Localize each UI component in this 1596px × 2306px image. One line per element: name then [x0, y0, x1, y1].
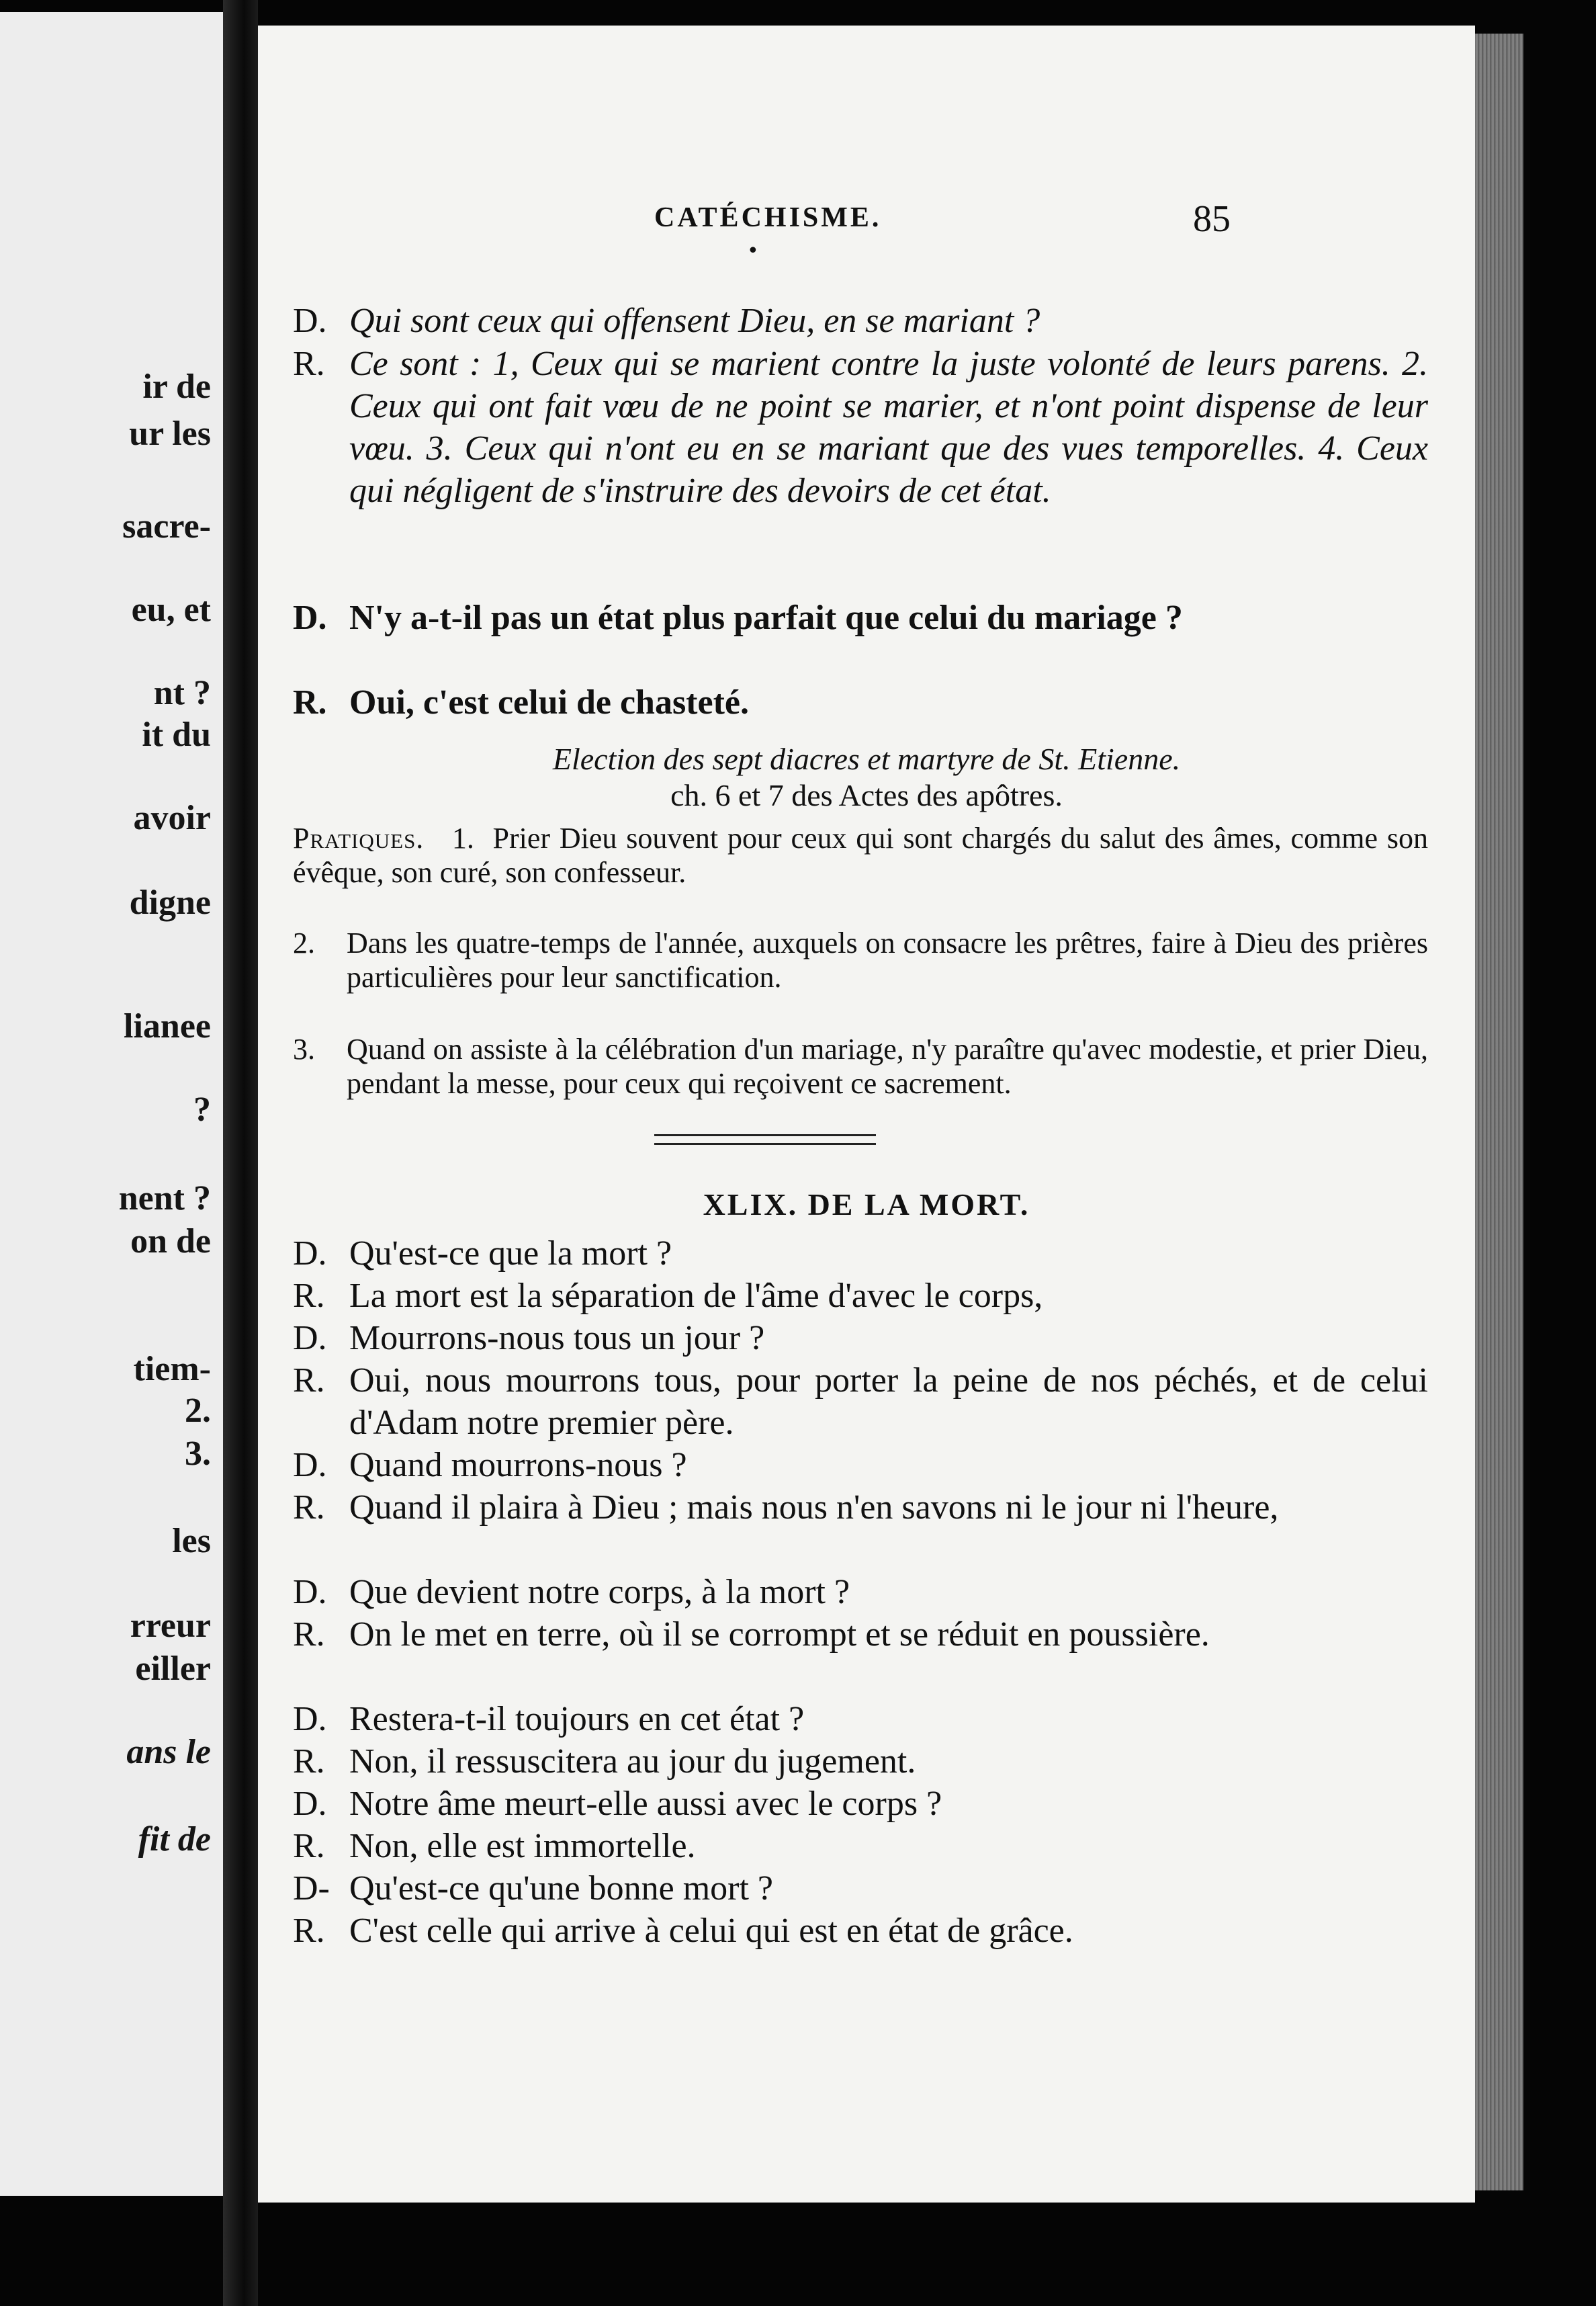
reading-reference: ch. 6 et 7 des Actes des apôtres.	[670, 778, 1063, 812]
answer-text: Ce sont : 1, Ceux qui se marient contre la juste volonté de leurs parens. 2. Ceux qui ont fait vœu de ne point se marier, et n'ont point dispense de leur vœu. 3. Ceux qui n'ont eu en se mariant que des vues temporelles. 4. Ceux qui négligent de s'instruire des devoirs de cet état.	[349, 345, 1428, 510]
left-page-line: on de	[130, 1222, 211, 1261]
answer-text: Non, elle est immortelle.	[349, 1827, 696, 1865]
running-head	[258, 198, 1475, 249]
answer-marker: R.	[293, 1615, 325, 1654]
pratique-number: 1.	[451, 822, 474, 855]
question-text: Qui sont ceux qui offensent Dieu, en se mariant ?	[349, 302, 1040, 340]
question-text: Quand mourrons-nous ?	[349, 1446, 687, 1484]
question-text: Notre âme meurt-elle aussi avec le corps ?	[349, 1785, 942, 1823]
left-page-line: 3.	[185, 1435, 211, 1473]
question-item	[293, 1232, 1428, 1275]
question-marker: D.	[293, 1700, 327, 1738]
question-text: Mourrons-nous tous un jour ?	[349, 1319, 765, 1357]
question-item	[293, 1317, 1428, 1359]
left-page-line: nent ?	[118, 1179, 211, 1218]
pratique-item	[293, 821, 1428, 890]
left-page-line: ir de	[142, 368, 211, 406]
book-page	[258, 26, 1475, 2203]
answer-marker: R.	[293, 1912, 325, 1950]
left-page-line: ans le	[126, 1733, 211, 1771]
page-number: 85	[1193, 198, 1231, 240]
question-marker: D.	[293, 1234, 327, 1273]
answer-item	[293, 1275, 1428, 1317]
question-marker: D.	[293, 1785, 327, 1823]
answer-marker: R.	[293, 1277, 325, 1315]
answer-item	[293, 1910, 1428, 1952]
section-divider	[654, 1134, 876, 1145]
answer-text: La mort est la séparation de l'âme d'avec le corps,	[349, 1277, 1043, 1315]
left-page-line: rreur	[130, 1607, 211, 1645]
ornament-dot-icon: •	[747, 239, 759, 263]
left-page-line: ur les	[129, 415, 211, 453]
answer-text: C'est celle qui arrive à celui qui est en état de grâce.	[349, 1912, 1073, 1950]
question-marker: D.	[293, 1446, 327, 1484]
answer-marker: R.	[293, 345, 325, 383]
answer-item	[293, 681, 1428, 724]
left-page-line: 2.	[185, 1392, 211, 1430]
question-marker: D.	[293, 599, 327, 637]
answer-text: Oui, c'est celui de chasteté.	[349, 683, 749, 722]
section-title: XLIX. DE LA MORT.	[703, 1187, 1030, 1222]
question-marker: D.	[293, 1573, 327, 1611]
answer-item	[293, 1740, 1428, 1783]
pratique-item	[293, 1032, 1428, 1101]
answer-marker: R.	[293, 1488, 325, 1527]
question-item	[293, 1698, 1428, 1740]
question-item	[293, 1444, 1428, 1486]
pratique-number: 3.	[293, 1033, 315, 1066]
reading-title: Election des sept diacres et martyre de St. Etienne.	[552, 742, 1181, 776]
question-marker: D-	[293, 1869, 330, 1908]
pratique-item	[293, 926, 1428, 994]
left-page-line: it du	[142, 716, 211, 754]
left-page-line: nt ?	[153, 674, 211, 712]
answer-text: Oui, nous mourrons tous, pour porter la peine de nos péchés, et de celui d'Adam notre premier père.	[349, 1361, 1428, 1442]
left-page-line: lianee	[124, 1007, 211, 1045]
answer-text: On le met en terre, où il se corrompt et se réduit en poussière.	[349, 1615, 1210, 1654]
question-marker: D.	[293, 302, 327, 340]
answer-text: Quand il plaira à Dieu ; mais nous n'en savons ni le jour ni l'heure,	[349, 1488, 1279, 1527]
pratiques-label: Pratiques.	[293, 822, 425, 855]
answer-item	[293, 343, 1428, 512]
running-title: CATÉCHISME.	[654, 202, 882, 233]
question-text: Que devient notre corps, à la mort ?	[349, 1573, 850, 1611]
answer-marker: R.	[293, 1742, 325, 1781]
answer-text: Non, il ressuscitera au jour du jugement.	[349, 1742, 916, 1781]
answer-item	[293, 1613, 1428, 1656]
left-page-line: les	[172, 1522, 211, 1560]
question-text: Qu'est-ce que la mort ?	[349, 1234, 672, 1273]
question-item	[293, 1571, 1428, 1613]
left-page-line: fit de	[138, 1820, 211, 1859]
question-marker: D.	[293, 1319, 327, 1357]
left-page-line: ?	[193, 1091, 211, 1129]
answer-item	[293, 1359, 1428, 1444]
pratique-text: Prier Dieu souvent pour ceux qui sont chargés du salut des âmes, comme son évêque, son curé, son confesseur.	[293, 822, 1429, 889]
question-item	[293, 1867, 1428, 1910]
pratique-text: Quand on assiste à la célébration d'un mariage, n'y paraître qu'avec modestie, et prier Dieu, pendant la messe, pour ceux qui reçoivent ce sacrement.	[347, 1033, 1428, 1100]
left-page-line: avoir	[133, 799, 211, 837]
left-page-line: tiem-	[133, 1350, 211, 1388]
page-block-edge	[1475, 34, 1523, 2190]
pratique-number: 2.	[293, 927, 315, 959]
question-text: Qu'est-ce qu'une bonne mort ?	[349, 1869, 773, 1908]
left-page-line: eu, et	[131, 591, 211, 629]
question-text: N'y a-t-il pas un état plus parfait que celui du mariage ?	[349, 599, 1183, 637]
left-page-line: digne	[129, 884, 211, 922]
book-gutter	[223, 0, 258, 2306]
answer-marker: R.	[293, 1361, 325, 1400]
question-text: Restera-t-il toujours en cet état ?	[349, 1700, 805, 1738]
left-page-line: eiller	[135, 1650, 211, 1688]
left-page-line: sacre-	[122, 507, 211, 546]
answer-marker: R.	[293, 1827, 325, 1865]
answer-marker: R.	[293, 683, 327, 722]
answer-item	[293, 1486, 1428, 1529]
question-item	[293, 300, 1428, 342]
answer-item	[293, 1825, 1428, 1867]
pratique-text: Dans les quatre-temps de l'année, auxquels on consacre les prêtres, faire à Dieu des prières particulières pour leur sanctification.	[347, 927, 1428, 994]
question-item	[293, 597, 1428, 639]
question-item	[293, 1783, 1428, 1825]
left-facing-page	[0, 12, 223, 2196]
